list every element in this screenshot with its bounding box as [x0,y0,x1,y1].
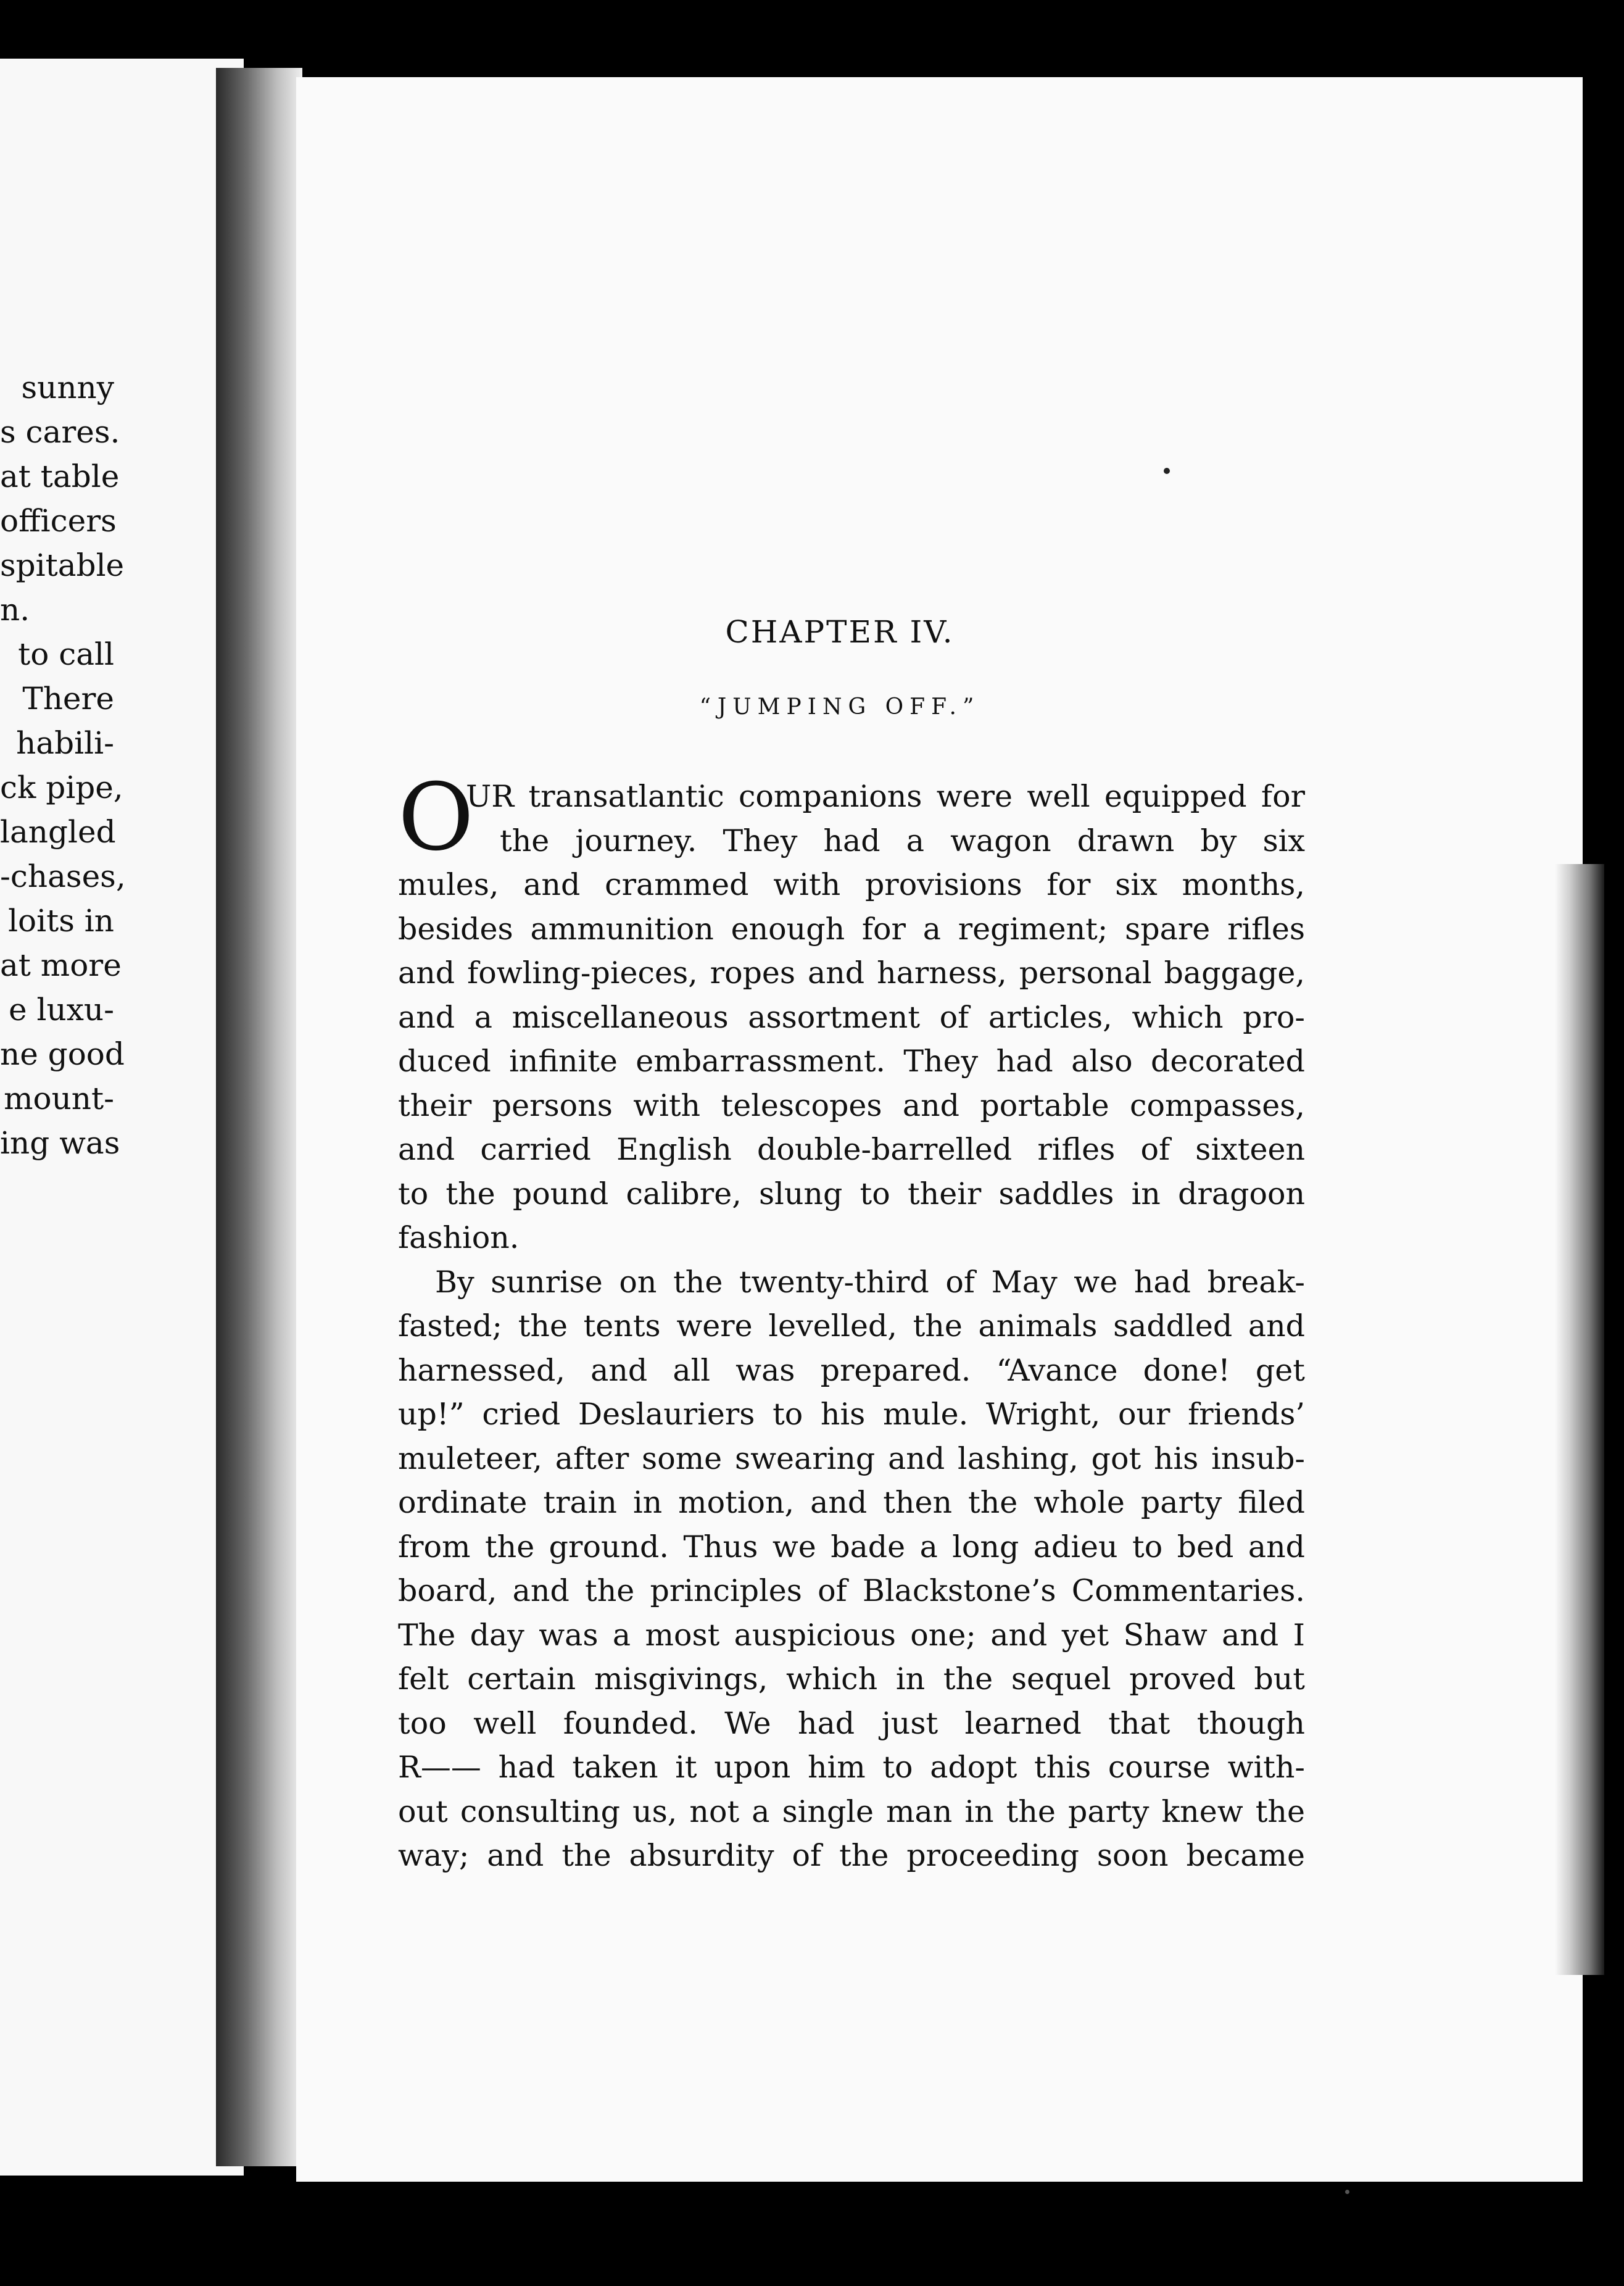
text-line: R—— had taken it upon him to adopt this course with- [398,1750,1305,1785]
left-page-line: spitable [0,547,125,583]
left-page-line: n. [0,592,30,628]
drop-cap: O [398,764,474,871]
left-page-line: to call [18,636,114,672]
text-line: UR transatlantic companions were well equipped for [466,779,1305,814]
book-gutter [216,68,302,2166]
text-line: board, and the principles of Blackstone’s Commentaries. [398,1573,1305,1608]
left-page-line: ne good [0,1036,125,1072]
page-edge [1555,864,1604,1975]
text-line: The day was a most auspicious one; and yet Shaw and I [398,1617,1305,1653]
text-line: besides ammunition enough for a regiment; spare rifles [398,911,1305,947]
left-page-line: loits in [8,903,114,939]
text-line: fasted; the tents were levelled, the animals saddled and [398,1308,1305,1344]
left-page-line: There [22,681,114,717]
text-line: By sunrise on the twenty-third of May we had break- [435,1264,1305,1300]
text-line: up!” cried Deslauriers to his mule. Wright, our friends’ [398,1397,1305,1432]
left-page-line: ing was [0,1125,120,1161]
left-page-line: at table [0,459,120,494]
text-line: duced infinite embarrassment. They had also decorated [398,1044,1305,1079]
left-page-line: -chases, [0,858,126,894]
left-page-line: ck pipe, [0,770,123,805]
text-line: to the pound calibre, slung to their saddles in dragoon [398,1176,1305,1212]
chapter-heading: CHAPTER IV. [725,614,955,650]
text-line: their persons with telescopes and portable compasses, [398,1087,1305,1123]
left-page-line: habili- [16,725,114,761]
left-page-line: officers [0,503,117,539]
chapter-title: “JUMPING OFF.” [699,694,980,720]
text-line: ordinate train in motion, and then the whole party filed [398,1485,1305,1520]
text-line: muleteer, after some swearing and lashing, got his insub- [398,1440,1305,1476]
body-text [398,764,1305,1878]
page-speck [1345,2190,1349,2194]
text-line: from the ground. Thus we bade a long adieu to bed and [398,1529,1305,1565]
left-page-line: s cares. [0,414,120,450]
left-page-line: at more [0,947,122,983]
text-line: fashion. [398,1220,520,1255]
text-line: mules, and crammed with provisions for six months, [398,867,1305,902]
left-page-line: sunny [21,370,114,405]
text-line: felt certain misgivings, which in the sequel proved but [398,1661,1305,1697]
left-page-line: mount- [4,1081,114,1116]
text-line: and a miscellaneous assortment of articles, which pro- [398,999,1305,1035]
text-line: the journey. They had a wagon drawn by six [500,823,1305,858]
text-line: out consulting us, not a single man in the party knew the [398,1793,1305,1829]
left-page-line: langled [0,814,116,850]
page-speck [1164,468,1170,474]
text-line: and fowling-pieces, ropes and harness, personal baggage, [398,955,1305,991]
left-page-line: e luxu- [9,992,114,1028]
text-line: harnessed, and all was prepared. “Avance done! get [398,1352,1305,1388]
text-line: way; and the absurdity of the proceeding soon became [398,1838,1305,1873]
text-line: too well founded. We had just learned that though [398,1705,1305,1741]
text-line: and carried English double-barrelled rifles of sixteen [398,1132,1305,1167]
